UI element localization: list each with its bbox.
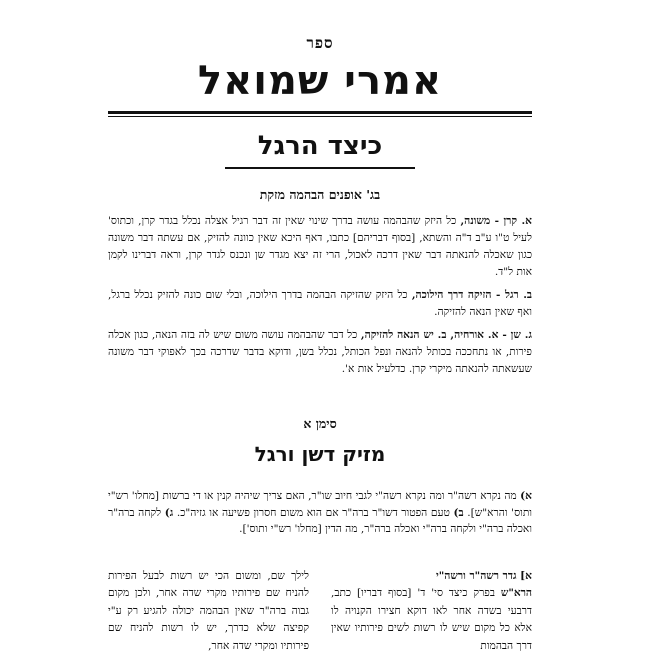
siman-intro (108, 488, 532, 538)
intro-part-c: לקחה ברה"ר ואכלה ברה"י ולקחה ברה"י ואכלה ברה"ר, מה הדין [מחלו' רש"י ותוס']. (108, 507, 532, 536)
column-right (331, 568, 532, 655)
column-source: הרא"ש (501, 587, 532, 599)
title-divider (108, 111, 532, 117)
section-underline (225, 167, 415, 169)
book-title: אמרי שמואל (108, 59, 532, 103)
paragraph-text: כל דבר שהבהמה עושה משום שיש לה בזה הנאה, כגון אכלה פירות, או נתחככה בכותל להנאה ונפל הכותל, נכלל בשן, ודוקא בדבר שדרכה בכך לאפוקי דבר משונה שעשאתה להנאתה מיקרי קרן. כדלעיל אות א'. (108, 329, 532, 375)
column-heading: א] גדר רשה"ר ורשה"י (436, 570, 532, 582)
paragraph-text: כל היזק שהזיקה הבהמה בדרך הילוכה, ובלי שום כונה להזיק נכלל ברגל, ואף שאין הנאה להזיקה. (108, 289, 532, 318)
book-label: ספר (108, 0, 532, 53)
body-columns (108, 568, 532, 655)
column-left-text: לילך שם, ומשום הכי יש רשות לבעל הפירות להניח שם פירותיו מקרי שדה אחר, ולכן מקום גבוה ברה"ר שאין הבהמה יכולה להגיע רק ע"י קפיצה שלא כדרך, יש לו רשות להניח שם פירותיו ומקרי שדה אחר, (108, 570, 309, 652)
intro-letter-b: ב) (454, 507, 464, 519)
paragraph-regel (108, 287, 532, 321)
paragraph-lead: ג. שן - א. אורחיה, ב. יש הנאה להזיקה, (361, 329, 532, 341)
paragraph-lead: א. קרן - משונה, (460, 215, 532, 227)
column-right-text: בפרק כיצד סי' ד' [בסוף דבריו] כתב, דרבעי בשדה אחר לאו דוקא חצירו הקנויה לו אלא כל מקום שיש לו רשות לשים פירותיו שאין דרך הבהמות (331, 587, 532, 652)
paragraph-keren (108, 213, 532, 281)
paragraph-lead: ב. רגל - הזיקה דרך הילוכה, (412, 289, 532, 301)
siman-label: סימן א (108, 416, 532, 432)
intro-part-b: טעם הפטור דשו"ר ברה"ר אם הוא משום חסרון פשיעה או גזיה"כ. (173, 507, 453, 519)
paragraph-text: כל היזק שהבהמה עושה בדרך שינוי שאין זה דבר רגיל אצלה נכלל בגדר קרן, וכתוס' לעיל ט"ו ע"ב ד"ה והשתא, [בסוף דבריהם] כתבו, דאף היכא שאין כוונה להזיק, אם עשתה דבר משונה כגון שאכלה להנאתה דבר שאין דרכה לאכול, הרי זה יצא מגדר שן ונכנס לגדר קרן, וראה דברינו לקמן אות ל"ד. (108, 215, 532, 278)
intro-letter-c: ג) (165, 507, 174, 519)
section-subtitle: בג' אופנים הבהמה מזקת (108, 187, 532, 203)
section-title: כיצד הרגל (108, 131, 532, 161)
siman-title: מזיק דשן ורגל (108, 442, 532, 466)
intro-letter-a: א) (520, 490, 532, 502)
paragraph-shen (108, 327, 532, 378)
intro-part-a: מה נקרא רשה"ר ומה נקרא רשה"י לגבי חיוב שו"ר, האם צריך שיהיה קנין או די ברשות [מחלו' רש"י ותוס' והרא"ש]. (108, 490, 532, 519)
definitions (108, 213, 532, 378)
column-left (108, 568, 309, 655)
